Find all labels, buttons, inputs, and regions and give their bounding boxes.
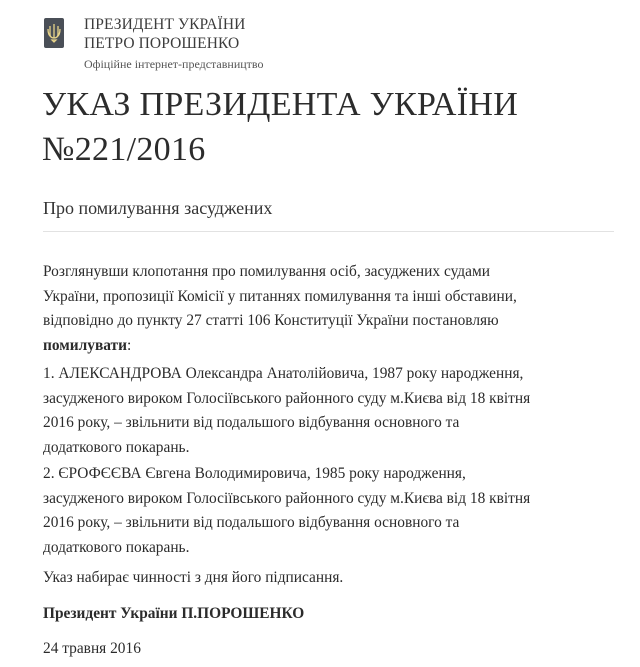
- divider: [43, 231, 614, 232]
- item2-line-2: засудженого вироком Голосіївського районного суду м.Києва від 18 квітня: [43, 489, 531, 507]
- item1-line-1: 1. АЛЕКСАНДРОВА Олександра Анатолійовича, 1987 року народження,: [43, 365, 524, 382]
- item1-line-3: 2016 року, – звільнити від подальшого відбування основного та: [43, 414, 460, 431]
- site-title-line1[interactable]: ПРЕЗИДЕНТ УКРАЇНИ: [84, 16, 246, 33]
- item2-line-1: 2. ЄРОФЄЄВА Євгена Володимировича, 1985 року народження,: [43, 465, 466, 482]
- site-tagline: Офіційне інтернет-представництво: [84, 57, 264, 71]
- intro-paragraph: [43, 260, 603, 358]
- site-header[interactable]: [44, 14, 604, 74]
- item2-line-3: 2016 року, – звільнити від подальшого відбування основного та: [43, 514, 460, 531]
- effect-statement: Указ набирає чинності з дня його підписання.: [43, 569, 344, 586]
- item2-line-4: додаткового покарань.: [43, 538, 190, 556]
- decree-number: №221/2016: [42, 131, 206, 168]
- intro-line-2: України, пропозиції Комісії у питаннях помилування та інші обставини,: [43, 287, 517, 305]
- decree-date: 24 травня 2016: [43, 640, 141, 657]
- intro-verb: помилувати: [43, 336, 127, 354]
- intro-line-1: Розглянувши клопотання про помилування осіб, засуджених судами: [43, 263, 490, 280]
- trident-glyph: [47, 23, 61, 43]
- decree-title: УКАЗ ПРЕЗИДЕНТА УКРАЇНИ: [42, 86, 519, 123]
- list-item: [43, 462, 603, 560]
- list-item: [43, 362, 603, 460]
- intro-line-3: відповідно до пункту 27 статті 106 Конституції України постановляю: [43, 312, 499, 329]
- signature: Президент України П.ПОРОШЕНКО: [43, 605, 305, 622]
- decree-subtitle: Про помилування засуджених: [43, 198, 273, 218]
- item1-line-4: додаткового покарань.: [43, 438, 190, 456]
- site-title-line2[interactable]: ПЕТРО ПОРОШЕНКО: [84, 35, 240, 52]
- intro-verb-suffix: :: [127, 336, 132, 354]
- trident-emblem-icon[interactable]: [44, 18, 64, 48]
- item1-line-2: засудженого вироком Голосіївського районного суду м.Києва від 18 квітня: [43, 389, 531, 407]
